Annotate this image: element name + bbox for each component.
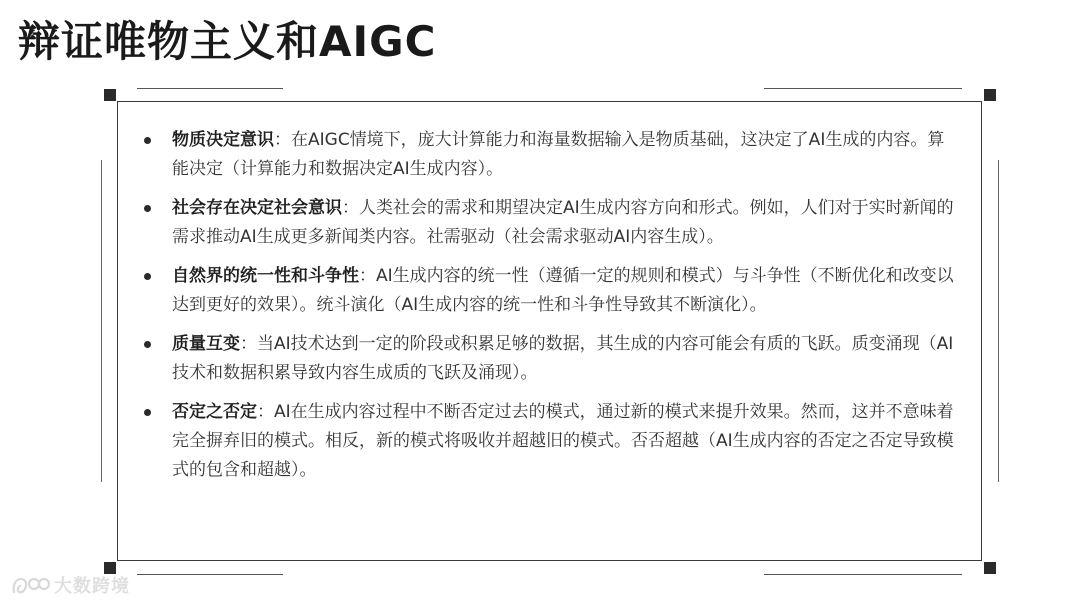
bullet-separator: ：	[240, 334, 257, 354]
bullet-heading: 物质决定意识	[172, 130, 274, 150]
bullet-separator: ：	[342, 198, 359, 218]
bullet-body: AI在生成内容过程中不断否定过去的模式，通过新的模式来提升效果。然而，这并不意味着完全摒弃旧的模式。相反，新的模式将吸收并超越旧的模式。否否超越（AI生成内容的否定之否定导致模式的包含和超越）。	[172, 402, 954, 480]
bullet-heading: 社会存在决定社会意识	[172, 198, 342, 218]
bullet-heading: 自然界的统一性和斗争性	[172, 266, 359, 286]
bottom-right-rule	[764, 574, 962, 575]
brand-logo-icon	[10, 572, 50, 598]
bullet-body: 在AIGC情境下，庞大计算能力和海量数据输入是物质基础，这决定了AI生成的内容。算能决定（计算能力和数据决定AI生成内容）。	[172, 130, 945, 179]
bullet-body: 人类社会的需求和期望决定AI生成内容方向和形式。例如，人们对于实时新闻的需求推动AI生成更多新闻类内容。社需驱动（社会需求驱动AI内容生成）。	[172, 198, 954, 247]
left-side-rule	[101, 160, 102, 482]
right-side-rule	[998, 160, 999, 482]
bullet-dot-icon	[144, 273, 151, 280]
bullet-item-negation-of-negation	[142, 398, 954, 485]
bullet-dot-icon	[144, 137, 151, 144]
corner-square-top-left	[104, 89, 116, 101]
watermark-text: 大数跨境	[54, 576, 130, 597]
bullet-item-quantity-quality	[142, 330, 954, 388]
top-right-rule	[764, 88, 962, 89]
bottom-left-rule	[137, 574, 283, 575]
slide-title: 辩证唯物主义和AIGC	[18, 17, 437, 66]
watermark	[10, 572, 130, 598]
bullet-separator: ：	[274, 130, 291, 150]
corner-square-top-right	[984, 89, 996, 101]
bullet-item-unity-and-struggle	[142, 262, 954, 320]
bullet-separator: ：	[359, 266, 376, 286]
bullet-item-matter-determines-consciousness	[142, 126, 954, 184]
bullet-body: 当AI技术达到一定的阶段或积累足够的数据，其生成的内容可能会有质的飞跃。质变涌现（AI技术和数据积累导致内容生成质的飞跃及涌现）。	[172, 334, 954, 383]
bullet-heading: 否定之否定	[172, 402, 257, 422]
bullet-dot-icon	[144, 341, 151, 348]
corner-square-bottom-right	[984, 562, 996, 574]
bullet-item-social-being	[142, 194, 954, 252]
top-left-rule	[137, 88, 283, 89]
bullet-dot-icon	[144, 205, 151, 212]
bullet-separator: ：	[257, 402, 274, 422]
bullet-heading: 质量互变	[172, 334, 240, 354]
bullet-dot-icon	[144, 409, 151, 416]
bullet-list	[142, 126, 954, 495]
bullet-body: AI生成内容的统一性（遵循一定的规则和模式）与斗争性（不断优化和改变以达到更好的效果）。统斗演化（AI生成内容的统一性和斗争性导致其不断演化）。	[172, 266, 954, 315]
